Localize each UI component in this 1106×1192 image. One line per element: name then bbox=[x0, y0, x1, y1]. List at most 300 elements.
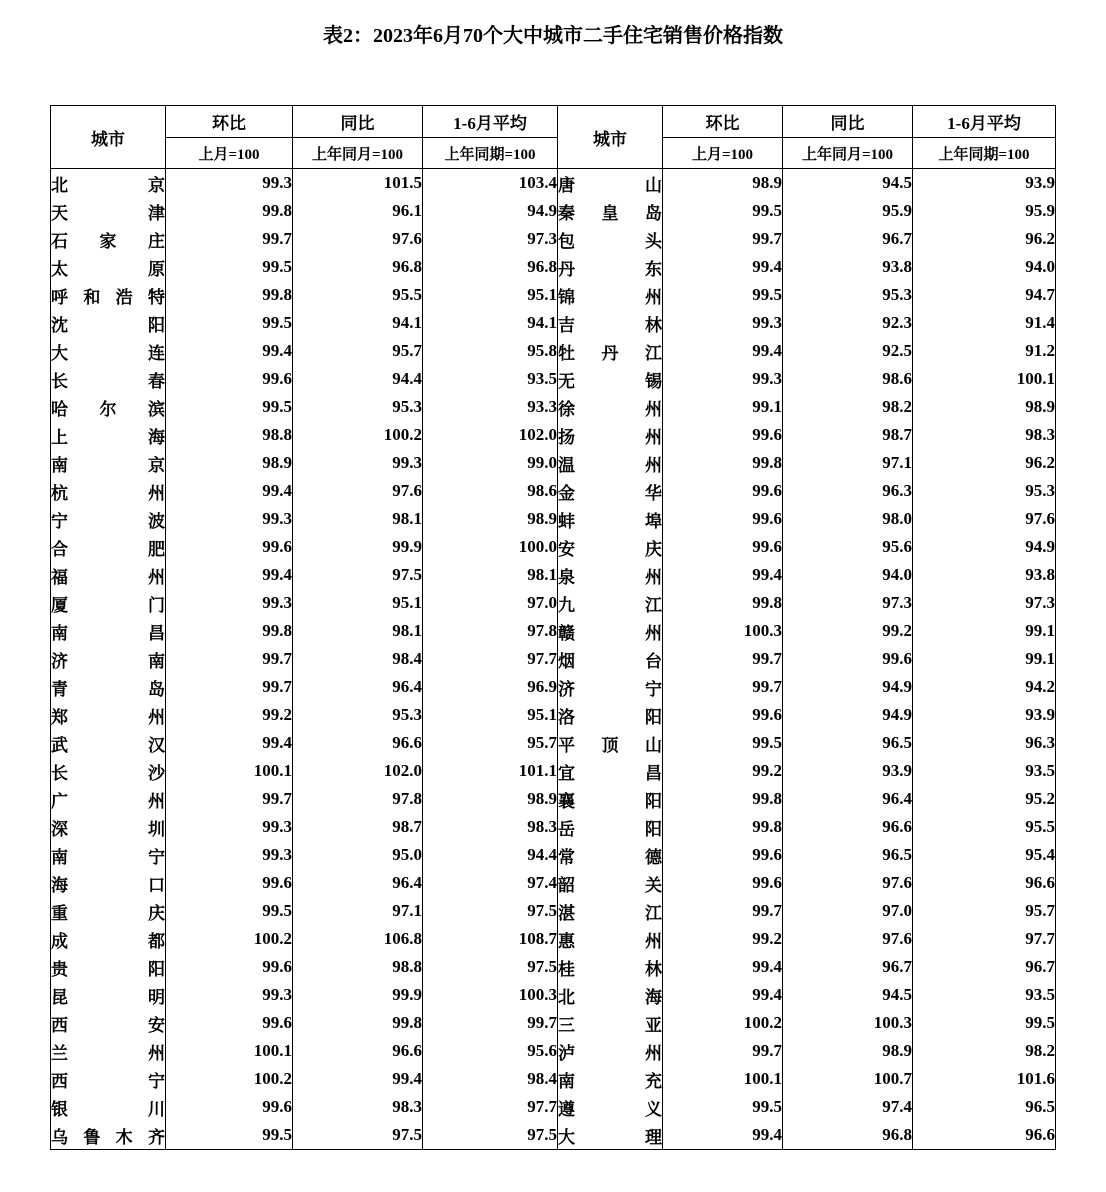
city-cell: 沈阳 bbox=[51, 309, 166, 337]
value-cell: 91.4 bbox=[913, 309, 1056, 337]
value-cell: 99.3 bbox=[663, 309, 783, 337]
value-cell: 99.0 bbox=[423, 449, 558, 477]
city-cell: 无锡 bbox=[558, 365, 663, 393]
value-cell: 98.1 bbox=[293, 505, 423, 533]
value-cell: 93.8 bbox=[783, 253, 913, 281]
value-cell: 99.7 bbox=[663, 897, 783, 925]
value-cell: 99.5 bbox=[663, 729, 783, 757]
value-cell: 99.8 bbox=[663, 449, 783, 477]
table-row bbox=[51, 169, 1056, 198]
value-cell: 96.4 bbox=[293, 673, 423, 701]
value-cell: 97.5 bbox=[423, 1121, 558, 1150]
city-cell: 南昌 bbox=[51, 617, 166, 645]
value-cell: 92.5 bbox=[783, 337, 913, 365]
value-cell: 98.3 bbox=[913, 421, 1056, 449]
value-cell: 95.1 bbox=[423, 701, 558, 729]
value-cell: 99.4 bbox=[166, 561, 293, 589]
value-cell: 98.3 bbox=[293, 1093, 423, 1121]
city-cell: 兰州 bbox=[51, 1037, 166, 1065]
value-cell: 93.5 bbox=[423, 365, 558, 393]
value-cell: 96.2 bbox=[913, 449, 1056, 477]
value-cell: 99.6 bbox=[663, 701, 783, 729]
city-cell: 襄阳 bbox=[558, 785, 663, 813]
city-cell: 南宁 bbox=[51, 841, 166, 869]
value-cell: 102.0 bbox=[423, 421, 558, 449]
table-row bbox=[51, 1037, 1056, 1065]
value-cell: 99.5 bbox=[166, 393, 293, 421]
city-cell: 大理 bbox=[558, 1121, 663, 1150]
table-row bbox=[51, 757, 1056, 785]
value-cell: 96.1 bbox=[293, 197, 423, 225]
value-cell: 99.8 bbox=[166, 197, 293, 225]
value-cell: 96.2 bbox=[913, 225, 1056, 253]
table-header bbox=[51, 106, 1056, 169]
value-cell: 97.6 bbox=[783, 869, 913, 897]
value-cell: 99.7 bbox=[663, 1037, 783, 1065]
city-cell: 南充 bbox=[558, 1065, 663, 1093]
city-cell: 湛江 bbox=[558, 897, 663, 925]
value-cell: 99.7 bbox=[663, 645, 783, 673]
value-cell: 94.9 bbox=[423, 197, 558, 225]
value-cell: 96.7 bbox=[913, 953, 1056, 981]
city-cell: 石家庄 bbox=[51, 225, 166, 253]
city-cell: 重庆 bbox=[51, 897, 166, 925]
value-cell: 94.5 bbox=[783, 981, 913, 1009]
table-row bbox=[51, 589, 1056, 617]
value-cell: 97.5 bbox=[423, 953, 558, 981]
table-row bbox=[51, 1009, 1056, 1037]
table-row bbox=[51, 981, 1056, 1009]
value-cell: 99.3 bbox=[166, 169, 293, 198]
header-row-1 bbox=[51, 106, 1056, 138]
table-row bbox=[51, 813, 1056, 841]
value-cell: 98.3 bbox=[423, 813, 558, 841]
value-cell: 98.9 bbox=[423, 785, 558, 813]
value-cell: 96.9 bbox=[423, 673, 558, 701]
header-row-2 bbox=[51, 138, 1056, 169]
value-cell: 100.3 bbox=[663, 617, 783, 645]
value-cell: 96.6 bbox=[293, 729, 423, 757]
value-cell: 97.0 bbox=[423, 589, 558, 617]
value-cell: 98.9 bbox=[166, 449, 293, 477]
value-cell: 99.9 bbox=[293, 981, 423, 1009]
price-index-table bbox=[50, 105, 1056, 1150]
value-cell: 92.3 bbox=[783, 309, 913, 337]
value-cell: 98.4 bbox=[293, 645, 423, 673]
value-cell: 100.0 bbox=[423, 533, 558, 561]
city-cell: 赣州 bbox=[558, 617, 663, 645]
value-cell: 99.4 bbox=[663, 981, 783, 1009]
table-row bbox=[51, 449, 1056, 477]
value-cell: 99.6 bbox=[783, 645, 913, 673]
table-row bbox=[51, 953, 1056, 981]
value-cell: 99.5 bbox=[166, 253, 293, 281]
value-cell: 99.8 bbox=[293, 1009, 423, 1037]
value-cell: 99.6 bbox=[663, 505, 783, 533]
value-cell: 99.1 bbox=[663, 393, 783, 421]
value-cell: 91.2 bbox=[913, 337, 1056, 365]
value-cell: 97.6 bbox=[293, 477, 423, 505]
city-cell: 洛阳 bbox=[558, 701, 663, 729]
city-cell: 贵阳 bbox=[51, 953, 166, 981]
table-row bbox=[51, 337, 1056, 365]
value-cell: 93.8 bbox=[913, 561, 1056, 589]
value-cell: 99.5 bbox=[166, 1121, 293, 1150]
table-row bbox=[51, 1065, 1056, 1093]
city-cell: 平顶山 bbox=[558, 729, 663, 757]
value-cell: 101.1 bbox=[423, 757, 558, 785]
city-cell: 九江 bbox=[558, 589, 663, 617]
value-cell: 96.6 bbox=[293, 1037, 423, 1065]
city-cell: 锦州 bbox=[558, 281, 663, 309]
city-cell: 秦皇岛 bbox=[558, 197, 663, 225]
table-row bbox=[51, 477, 1056, 505]
value-cell: 94.1 bbox=[423, 309, 558, 337]
value-cell: 99.3 bbox=[166, 505, 293, 533]
value-cell: 94.5 bbox=[783, 169, 913, 198]
value-cell: 93.3 bbox=[423, 393, 558, 421]
header-mom-right: 环比 bbox=[663, 106, 783, 138]
value-cell: 93.9 bbox=[913, 169, 1056, 198]
city-cell: 广州 bbox=[51, 785, 166, 813]
city-cell: 昆明 bbox=[51, 981, 166, 1009]
city-cell: 烟台 bbox=[558, 645, 663, 673]
value-cell: 99.8 bbox=[663, 589, 783, 617]
value-cell: 95.3 bbox=[293, 701, 423, 729]
city-cell: 济南 bbox=[51, 645, 166, 673]
value-cell: 99.2 bbox=[663, 925, 783, 953]
city-cell: 天津 bbox=[51, 197, 166, 225]
city-cell: 金华 bbox=[558, 477, 663, 505]
value-cell: 95.0 bbox=[293, 841, 423, 869]
value-cell: 95.3 bbox=[783, 281, 913, 309]
value-cell: 95.6 bbox=[783, 533, 913, 561]
table-row bbox=[51, 673, 1056, 701]
header-mom-base-right: 上月=100 bbox=[663, 138, 783, 169]
value-cell: 95.7 bbox=[913, 897, 1056, 925]
value-cell: 95.7 bbox=[423, 729, 558, 757]
city-cell: 宜昌 bbox=[558, 757, 663, 785]
table-row bbox=[51, 1093, 1056, 1121]
city-cell: 牡丹江 bbox=[558, 337, 663, 365]
city-cell: 济宁 bbox=[558, 673, 663, 701]
value-cell: 99.6 bbox=[166, 365, 293, 393]
value-cell: 99.2 bbox=[663, 757, 783, 785]
header-avg-base-left: 上年同期=100 bbox=[423, 138, 558, 169]
value-cell: 103.4 bbox=[423, 169, 558, 198]
value-cell: 94.9 bbox=[783, 673, 913, 701]
value-cell: 94.0 bbox=[783, 561, 913, 589]
value-cell: 96.5 bbox=[783, 729, 913, 757]
city-cell: 唐山 bbox=[558, 169, 663, 198]
value-cell: 96.3 bbox=[913, 729, 1056, 757]
city-cell: 杭州 bbox=[51, 477, 166, 505]
value-cell: 99.6 bbox=[663, 869, 783, 897]
value-cell: 97.3 bbox=[423, 225, 558, 253]
value-cell: 95.1 bbox=[423, 281, 558, 309]
city-cell: 长春 bbox=[51, 365, 166, 393]
value-cell: 95.2 bbox=[913, 785, 1056, 813]
value-cell: 99.7 bbox=[166, 673, 293, 701]
city-cell: 银川 bbox=[51, 1093, 166, 1121]
city-cell: 大连 bbox=[51, 337, 166, 365]
value-cell: 96.7 bbox=[783, 953, 913, 981]
value-cell: 96.4 bbox=[783, 785, 913, 813]
value-cell: 101.6 bbox=[913, 1065, 1056, 1093]
value-cell: 98.7 bbox=[783, 421, 913, 449]
value-cell: 96.5 bbox=[783, 841, 913, 869]
value-cell: 99.6 bbox=[166, 1009, 293, 1037]
value-cell: 99.4 bbox=[166, 477, 293, 505]
value-cell: 96.8 bbox=[293, 253, 423, 281]
value-cell: 98.9 bbox=[783, 1037, 913, 1065]
value-cell: 95.3 bbox=[913, 477, 1056, 505]
value-cell: 100.3 bbox=[783, 1009, 913, 1037]
value-cell: 95.1 bbox=[293, 589, 423, 617]
value-cell: 94.9 bbox=[783, 701, 913, 729]
table-row bbox=[51, 869, 1056, 897]
value-cell: 99.5 bbox=[663, 1093, 783, 1121]
value-cell: 99.6 bbox=[663, 841, 783, 869]
city-cell: 西安 bbox=[51, 1009, 166, 1037]
table-row bbox=[51, 897, 1056, 925]
header-city-left: 城市 bbox=[51, 106, 166, 169]
city-cell: 韶关 bbox=[558, 869, 663, 897]
city-cell: 长沙 bbox=[51, 757, 166, 785]
value-cell: 99.4 bbox=[166, 337, 293, 365]
value-cell: 96.8 bbox=[783, 1121, 913, 1150]
table-row bbox=[51, 1121, 1056, 1150]
city-cell: 厦门 bbox=[51, 589, 166, 617]
value-cell: 99.7 bbox=[663, 225, 783, 253]
table-body bbox=[51, 169, 1056, 1150]
city-cell: 徐州 bbox=[558, 393, 663, 421]
city-cell: 常德 bbox=[558, 841, 663, 869]
city-cell: 岳阳 bbox=[558, 813, 663, 841]
value-cell: 99.4 bbox=[663, 561, 783, 589]
header-yoy-right: 同比 bbox=[783, 106, 913, 138]
value-cell: 99.4 bbox=[293, 1065, 423, 1093]
value-cell: 93.5 bbox=[913, 757, 1056, 785]
table-row bbox=[51, 225, 1056, 253]
value-cell: 94.7 bbox=[913, 281, 1056, 309]
value-cell: 99.2 bbox=[166, 701, 293, 729]
value-cell: 100.2 bbox=[166, 925, 293, 953]
value-cell: 96.6 bbox=[783, 813, 913, 841]
value-cell: 99.3 bbox=[166, 981, 293, 1009]
city-cell: 桂林 bbox=[558, 953, 663, 981]
value-cell: 102.0 bbox=[293, 757, 423, 785]
value-cell: 96.7 bbox=[783, 225, 913, 253]
value-cell: 99.5 bbox=[663, 281, 783, 309]
value-cell: 98.4 bbox=[423, 1065, 558, 1093]
city-cell: 遵义 bbox=[558, 1093, 663, 1121]
value-cell: 99.6 bbox=[166, 1093, 293, 1121]
value-cell: 98.6 bbox=[423, 477, 558, 505]
table-row bbox=[51, 701, 1056, 729]
city-cell: 蚌埠 bbox=[558, 505, 663, 533]
city-cell: 成都 bbox=[51, 925, 166, 953]
value-cell: 97.7 bbox=[913, 925, 1056, 953]
value-cell: 99.6 bbox=[166, 869, 293, 897]
value-cell: 98.1 bbox=[423, 561, 558, 589]
city-cell: 呼和浩特 bbox=[51, 281, 166, 309]
city-cell: 泉州 bbox=[558, 561, 663, 589]
city-cell: 太原 bbox=[51, 253, 166, 281]
value-cell: 98.1 bbox=[293, 617, 423, 645]
value-cell: 95.6 bbox=[423, 1037, 558, 1065]
header-avg-left: 1-6月平均 bbox=[423, 106, 558, 138]
city-cell: 吉林 bbox=[558, 309, 663, 337]
value-cell: 95.3 bbox=[293, 393, 423, 421]
city-cell: 温州 bbox=[558, 449, 663, 477]
city-cell: 丹东 bbox=[558, 253, 663, 281]
table-row bbox=[51, 505, 1056, 533]
value-cell: 100.1 bbox=[913, 365, 1056, 393]
value-cell: 106.8 bbox=[293, 925, 423, 953]
value-cell: 100.1 bbox=[166, 1037, 293, 1065]
value-cell: 96.6 bbox=[913, 1121, 1056, 1150]
city-cell: 西宁 bbox=[51, 1065, 166, 1093]
city-cell: 武汉 bbox=[51, 729, 166, 757]
city-cell: 北海 bbox=[558, 981, 663, 1009]
table-title: 表2：2023年6月70个大中城市二手住宅销售价格指数 bbox=[323, 25, 783, 47]
value-cell: 95.8 bbox=[423, 337, 558, 365]
value-cell: 99.8 bbox=[166, 617, 293, 645]
city-cell: 乌鲁木齐 bbox=[51, 1121, 166, 1150]
header-mom-base-left: 上月=100 bbox=[166, 138, 293, 169]
value-cell: 99.6 bbox=[166, 533, 293, 561]
value-cell: 97.8 bbox=[423, 617, 558, 645]
value-cell: 93.9 bbox=[783, 757, 913, 785]
value-cell: 99.4 bbox=[663, 1121, 783, 1150]
value-cell: 97.6 bbox=[783, 925, 913, 953]
value-cell: 97.5 bbox=[293, 1121, 423, 1150]
value-cell: 100.7 bbox=[783, 1065, 913, 1093]
value-cell: 99.8 bbox=[663, 785, 783, 813]
value-cell: 100.1 bbox=[166, 757, 293, 785]
value-cell: 99.3 bbox=[663, 365, 783, 393]
table-row bbox=[51, 533, 1056, 561]
value-cell: 99.1 bbox=[913, 645, 1056, 673]
value-cell: 95.5 bbox=[293, 281, 423, 309]
value-cell: 97.1 bbox=[293, 897, 423, 925]
value-cell: 99.7 bbox=[166, 785, 293, 813]
city-cell: 惠州 bbox=[558, 925, 663, 953]
table-row bbox=[51, 393, 1056, 421]
city-cell: 上海 bbox=[51, 421, 166, 449]
value-cell: 97.0 bbox=[783, 897, 913, 925]
value-cell: 99.9 bbox=[293, 533, 423, 561]
table-row bbox=[51, 729, 1056, 757]
value-cell: 99.4 bbox=[663, 253, 783, 281]
table-row bbox=[51, 561, 1056, 589]
value-cell: 98.9 bbox=[423, 505, 558, 533]
value-cell: 99.4 bbox=[663, 953, 783, 981]
value-cell: 101.5 bbox=[293, 169, 423, 198]
value-cell: 97.4 bbox=[423, 869, 558, 897]
city-cell: 福州 bbox=[51, 561, 166, 589]
city-cell: 泸州 bbox=[558, 1037, 663, 1065]
value-cell: 99.5 bbox=[166, 897, 293, 925]
value-cell: 99.7 bbox=[166, 645, 293, 673]
value-cell: 99.7 bbox=[166, 225, 293, 253]
value-cell: 108.7 bbox=[423, 925, 558, 953]
value-cell: 99.2 bbox=[783, 617, 913, 645]
value-cell: 94.9 bbox=[913, 533, 1056, 561]
city-cell: 包头 bbox=[558, 225, 663, 253]
value-cell: 93.9 bbox=[913, 701, 1056, 729]
value-cell: 98.7 bbox=[293, 813, 423, 841]
city-cell: 安庆 bbox=[558, 533, 663, 561]
value-cell: 98.0 bbox=[783, 505, 913, 533]
header-yoy-left: 同比 bbox=[293, 106, 423, 138]
header-avg-right: 1-6月平均 bbox=[913, 106, 1056, 138]
value-cell: 97.6 bbox=[293, 225, 423, 253]
value-cell: 94.4 bbox=[423, 841, 558, 869]
table-row bbox=[51, 841, 1056, 869]
value-cell: 96.3 bbox=[783, 477, 913, 505]
table-row bbox=[51, 785, 1056, 813]
header-yoy-base-right: 上年同月=100 bbox=[783, 138, 913, 169]
value-cell: 97.8 bbox=[293, 785, 423, 813]
value-cell: 97.6 bbox=[913, 505, 1056, 533]
table-row bbox=[51, 253, 1056, 281]
value-cell: 99.3 bbox=[293, 449, 423, 477]
value-cell: 94.0 bbox=[913, 253, 1056, 281]
value-cell: 99.5 bbox=[663, 197, 783, 225]
value-cell: 100.2 bbox=[293, 421, 423, 449]
value-cell: 100.2 bbox=[166, 1065, 293, 1093]
value-cell: 99.6 bbox=[663, 477, 783, 505]
table-row bbox=[51, 281, 1056, 309]
city-cell: 合肥 bbox=[51, 533, 166, 561]
value-cell: 99.5 bbox=[913, 1009, 1056, 1037]
city-cell: 郑州 bbox=[51, 701, 166, 729]
value-cell: 100.1 bbox=[663, 1065, 783, 1093]
value-cell: 93.5 bbox=[913, 981, 1056, 1009]
value-cell: 99.4 bbox=[166, 729, 293, 757]
value-cell: 97.1 bbox=[783, 449, 913, 477]
value-cell: 95.7 bbox=[293, 337, 423, 365]
value-cell: 100.2 bbox=[663, 1009, 783, 1037]
city-cell: 青岛 bbox=[51, 673, 166, 701]
value-cell: 96.5 bbox=[913, 1093, 1056, 1121]
city-cell: 海口 bbox=[51, 869, 166, 897]
header-avg-base-right: 上年同期=100 bbox=[913, 138, 1056, 169]
value-cell: 97.3 bbox=[913, 589, 1056, 617]
value-cell: 99.4 bbox=[663, 337, 783, 365]
table-row bbox=[51, 365, 1056, 393]
value-cell: 97.7 bbox=[423, 645, 558, 673]
table-row bbox=[51, 645, 1056, 673]
value-cell: 95.9 bbox=[913, 197, 1056, 225]
value-cell: 99.7 bbox=[423, 1009, 558, 1037]
value-cell: 98.9 bbox=[663, 169, 783, 198]
city-cell: 三亚 bbox=[558, 1009, 663, 1037]
value-cell: 98.8 bbox=[293, 953, 423, 981]
value-cell: 99.6 bbox=[663, 421, 783, 449]
value-cell: 94.1 bbox=[293, 309, 423, 337]
value-cell: 97.4 bbox=[783, 1093, 913, 1121]
value-cell: 98.2 bbox=[783, 393, 913, 421]
value-cell: 97.5 bbox=[293, 561, 423, 589]
value-cell: 99.3 bbox=[166, 841, 293, 869]
table-row bbox=[51, 421, 1056, 449]
value-cell: 94.4 bbox=[293, 365, 423, 393]
table-row bbox=[51, 925, 1056, 953]
value-cell: 95.9 bbox=[783, 197, 913, 225]
